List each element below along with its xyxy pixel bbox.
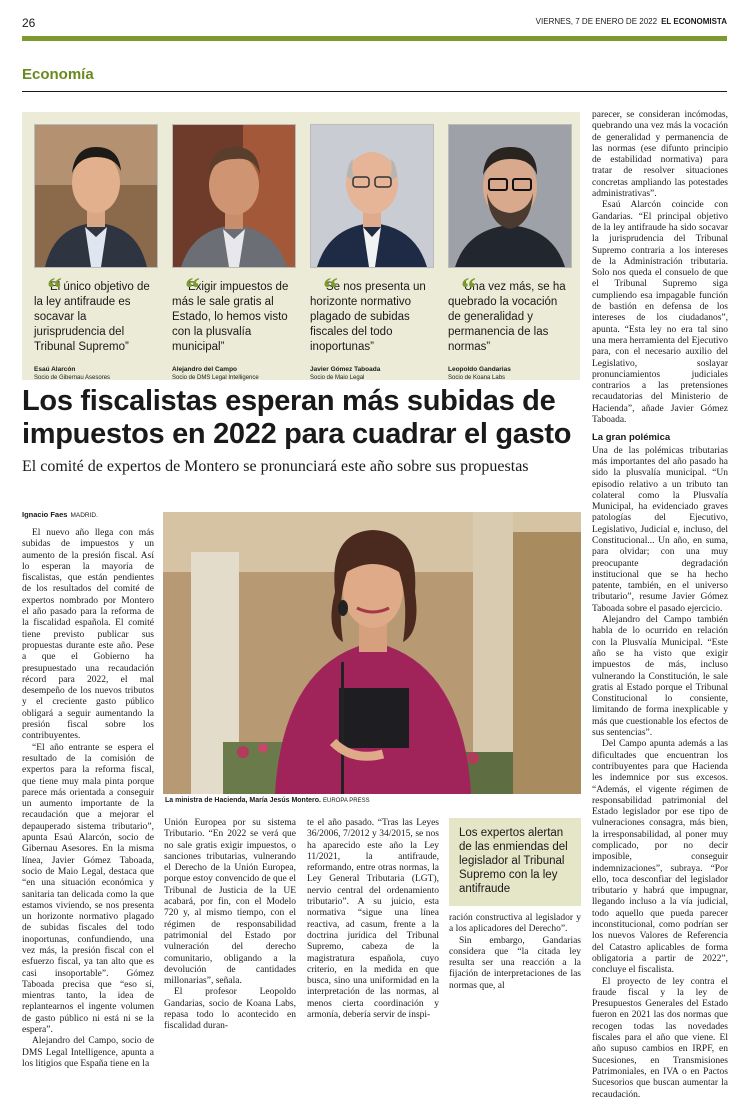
paragraph: El proyecto de ley contra el fraude fiscal y la ley de Presupuestos Generales del Estado fueron en 2021 las dos normas que recogen todas las novedades fiscales para el año que viene. El año supuso cambios en IRPF, en Sucesiones, en Transmisiones Patrimoniales, en IVA o en Pactos Sucesorios que buscan aumentar la recaudación. (592, 976, 728, 1100)
quote-mark-icon: “ (323, 272, 338, 305)
article-column-2 (164, 818, 296, 1033)
date-header (536, 17, 727, 26)
quote-card (34, 124, 156, 381)
paragraph: Unión Europea por su sistema Tributario. “En 2022 se verá que no sale gratis exigir impuestos, o sanciones tributarias, vulnerando el Derecho de la Unión Europea, porque estoy convencido de que el Tribunal de Justicia de la UE acabará, por fin, con el Modelo 720 y, al mismo tiempo, con el régimen de responsabilidad patrimonial del Estado por vulneración del derecho comunitario, obligando a la devolución de cantidades millonarias”, señala. (164, 818, 296, 987)
minister-photo (163, 512, 581, 794)
paragraph: El profesor Leopoldo Gandarias, socio de Koana Labs, repasa todo lo acontecido en fiscalidad duran- (164, 987, 296, 1032)
quote-author: Esaú Alarcón (34, 366, 76, 373)
quote-text: “ Una vez más, se ha quebrado la vocación de generalidad y permanencia de las normas” (448, 280, 570, 355)
quote-author: Alejandro del Campo (172, 366, 238, 373)
paragraph: Esaú Alarcón coincide con Gandarias. “El principal objetivo de la ley antifraude ha sido socavar la jurisprudencia del Tribunal Supremo contraria a los intereses de la Administración tributaria. Solo nos queda el consuelo de que el Tribunal Supremo siga cumpliendo esa impagable función de bastión en defensa de los intereses de los ciudadanos”, apunta. “Esta ley no era tal sino una mera herramienta del Ejecutivo para, con el necesario auxilio del Legislativo, soslayar pronunciamientos judiciales contrarios a las pretensiones recaudatorias del Ministerio de Hacienda”, añade Javier Gómez Taboada. (592, 200, 728, 426)
article-column-1 (22, 528, 154, 1070)
portrait-photo (172, 124, 296, 268)
quote-card (310, 124, 432, 381)
quote-mark-icon: “ (185, 272, 200, 305)
article-column-4 (449, 913, 581, 992)
quote-text: “ El único objetivo de la ley antifraude es socavar la jurisprudencia del Tribunal Supremo” (34, 280, 156, 355)
pull-quote-box (449, 818, 581, 906)
quote-author: Javier Gómez Taboada (310, 366, 381, 373)
quote-card (172, 124, 294, 381)
page-number: 26 (22, 16, 36, 30)
issue-date: VIERNES, 7 DE ENERO DE 2022 (535, 17, 658, 26)
byline-author: Ignacio Faes (22, 510, 68, 519)
quote-role: Socio de Koana Labs (448, 375, 506, 381)
portrait-photo (310, 124, 434, 268)
paragraph: Del Campo apunta además a las dificultades que encuentran los contribuyentes para que Hacienda les indemnice por sus excesos. “Además, el vigente régimen de responsabilidad patrimonial del Estado legislador por ese tipo de vulneraciones consagra, más bien, la irresponsabilidad, al poner muy complicado, por no decir imposible, conseguir indemnizaciones”, subraya. “Por ello, toca desconfiar del legislador tributario y habrá que impugnar, llegando incluso a la vía judicial, todo aquello que pueda parecer inconstitucional, como podrían ser los nuevos Valores de Referencia del Catastro aplicables de forma obligatoria a partir de 2022”, concluye el fiscalista. (592, 739, 728, 976)
newspaper-name: EL ECONOMISTA (661, 17, 727, 26)
caption-credit: EUROPA PRESS (323, 798, 370, 804)
paragraph: te el año pasado. “Tras las Leyes 36/2006, 7/2012 y 34/2015, se nos ha aparecido este año la Ley 11/2021, la antifraude, reformando, entre otras normas, la Ley General Tributaria (LGT), nervio central del ordenamiento tributario”. A su juicio, esta normativa “sigue una línea reactiva, ad casum, frente a la doctrina jurídica del Tribunal Supremo, cabeza de la magistratura española, cuyo criterio, en la medida en que busca, sino una uniformidad en la interpretación de las normas, al menos cierta coordinación y armonía, debería servir de inspi- (307, 818, 439, 1021)
paragraph: “El año entrante se espera el resultado de la comisión de expertos para la reforma fiscal, que tiene muy mala pinta porque parece más orientada a conseguir un aumento importante de la recaudación que a mejorar el depauperado sistema tributario”, apunta Esaú Alarcón, socio de Gibernau Asesores. En la misma línea, Javier Gómez Taboada, socio de Maio Legal, destaca que “en una situación económica y sanitaria tan delicada como la que estamos viviendo, se nos presenta un horizonte normativo plagado de subidas fiscales del todo inoportunas, confundiendo, una vez más, la presión fiscal con el esfuerzo fiscal, ya tan alto que es casi insoportable”. Gómez Taboada precisa que “eso sí, mientras tanto, la idea de replantearnos el ingente volumen de gasto público ni está ni se la espera”. (22, 742, 154, 1036)
article-column-3 (307, 818, 439, 1021)
article-headline: Los fiscalistas esperan más subidas de impuestos en 2022 para cuadrar el gasto (22, 385, 572, 450)
byline (22, 510, 98, 519)
paragraph: Sin embargo, Gandarias considera que “la citada ley resulta ser una reacción a la fijación de interpretaciones de las normas que, al (449, 935, 581, 991)
portrait-photo (34, 124, 158, 268)
quote-author: Leopoldo Gandarias (448, 366, 511, 373)
quotes-panel (22, 112, 580, 380)
paragraph: Una de las polémicas tributarias más importantes del año pasado ha sido la plusvalía municipal. “Un episodio relativo a un tributo tan colateral como la Plusvalía Municipal, ha evidenciado graves patologías del Ejecutivo, Legislativo, Judicial e, incluso, del Constitucional... Un año, en suma, para olvidar; con una muy preocupante degradación institucional que se ha hecho patente, también, en el universo tributario”, resume Javier Gómez Taboada sobre el pasado ejercicio. (592, 445, 728, 614)
page-header (22, 14, 727, 30)
quote-mark-icon: “ (47, 272, 62, 305)
section-label: Economía (22, 66, 94, 83)
quote-text: “ Exigir impuestos de más le sale gratis al Estado, lo hemos visto con la plusvalía municipal” (172, 280, 294, 355)
paragraph: ración constructiva al legislador y a los aplicadores del Derecho”. (449, 913, 581, 935)
section-rule (22, 91, 727, 92)
portrait-photo (448, 124, 572, 268)
article-subheadline: El comité de expertos de Montero se pronunciará este año sobre sus propuestas (22, 458, 529, 475)
article-column-5 (592, 110, 728, 1101)
quote-mark-icon: “ (461, 272, 476, 305)
header-rule (22, 36, 727, 41)
quote-role: Socio de Maio Legal (310, 375, 365, 381)
pull-quote-text: Los expertos alertan de las enmiendas del legislador al Tribunal Supremo con la ley antifraude (459, 827, 568, 895)
byline-place: MADRID. (70, 512, 98, 519)
quote-role: Socio de DMS Legal Intelligence (172, 375, 259, 381)
paragraph: El nuevo año llega con más subidas de impuestos y un aumento de la presión fiscal. Así lo esperan la mayoría de fiscalistas, que están pendientes de los resultados del comité de expertos nombrado por Montero el año pasado para la reforma de la fiscalidad española. El comité tiene previsto publicar sus propuestas durante este año. Pese a que el Gobierno ha presupuestado una recaudación récord para 2022, el mal desempeño de los nuevos tributos y el creciente gasto público obligará a seguir aumentando la presión fiscal sobre los contribuyentes. (22, 528, 154, 742)
quote-role: Socio de Gibernau Asesores (34, 375, 111, 381)
photo-caption (165, 797, 370, 804)
paragraph: parecer, se consideran incómodas, quebrando una vez más la vocación de generalidad y permanencia de las normas (ese difunto principio de estabilidad normativa) para tratar de resolver situaciones concretas ampliando las potestades administrativas”. (592, 110, 728, 200)
quote-card (448, 124, 570, 381)
paragraph: Alejandro del Campo, socio de DMS Legal Intelligence, apunta a los litigios que España tiene en la (22, 1036, 154, 1069)
section-subtitle: La gran polémica (592, 432, 671, 444)
caption-text: La ministra de Hacienda, María Jesús Montero. (165, 797, 321, 804)
quote-text: “ Se nos presenta un horizonte normativo plagado de subidas fiscales del todo inoportunas” (310, 280, 432, 355)
paragraph: Alejandro del Campo también habla de lo ocurrido en relación con la Plusvalía Municipal. “Este año se ha visto que exigir impuestos de más, incluso vulnerando la Constitución, le sale gratis al Estado porque el Tribunal Constitucional lo consiente, limitando de forma inexplicable y más que cuestionable los efectos de sus sentencias”. (592, 615, 728, 739)
